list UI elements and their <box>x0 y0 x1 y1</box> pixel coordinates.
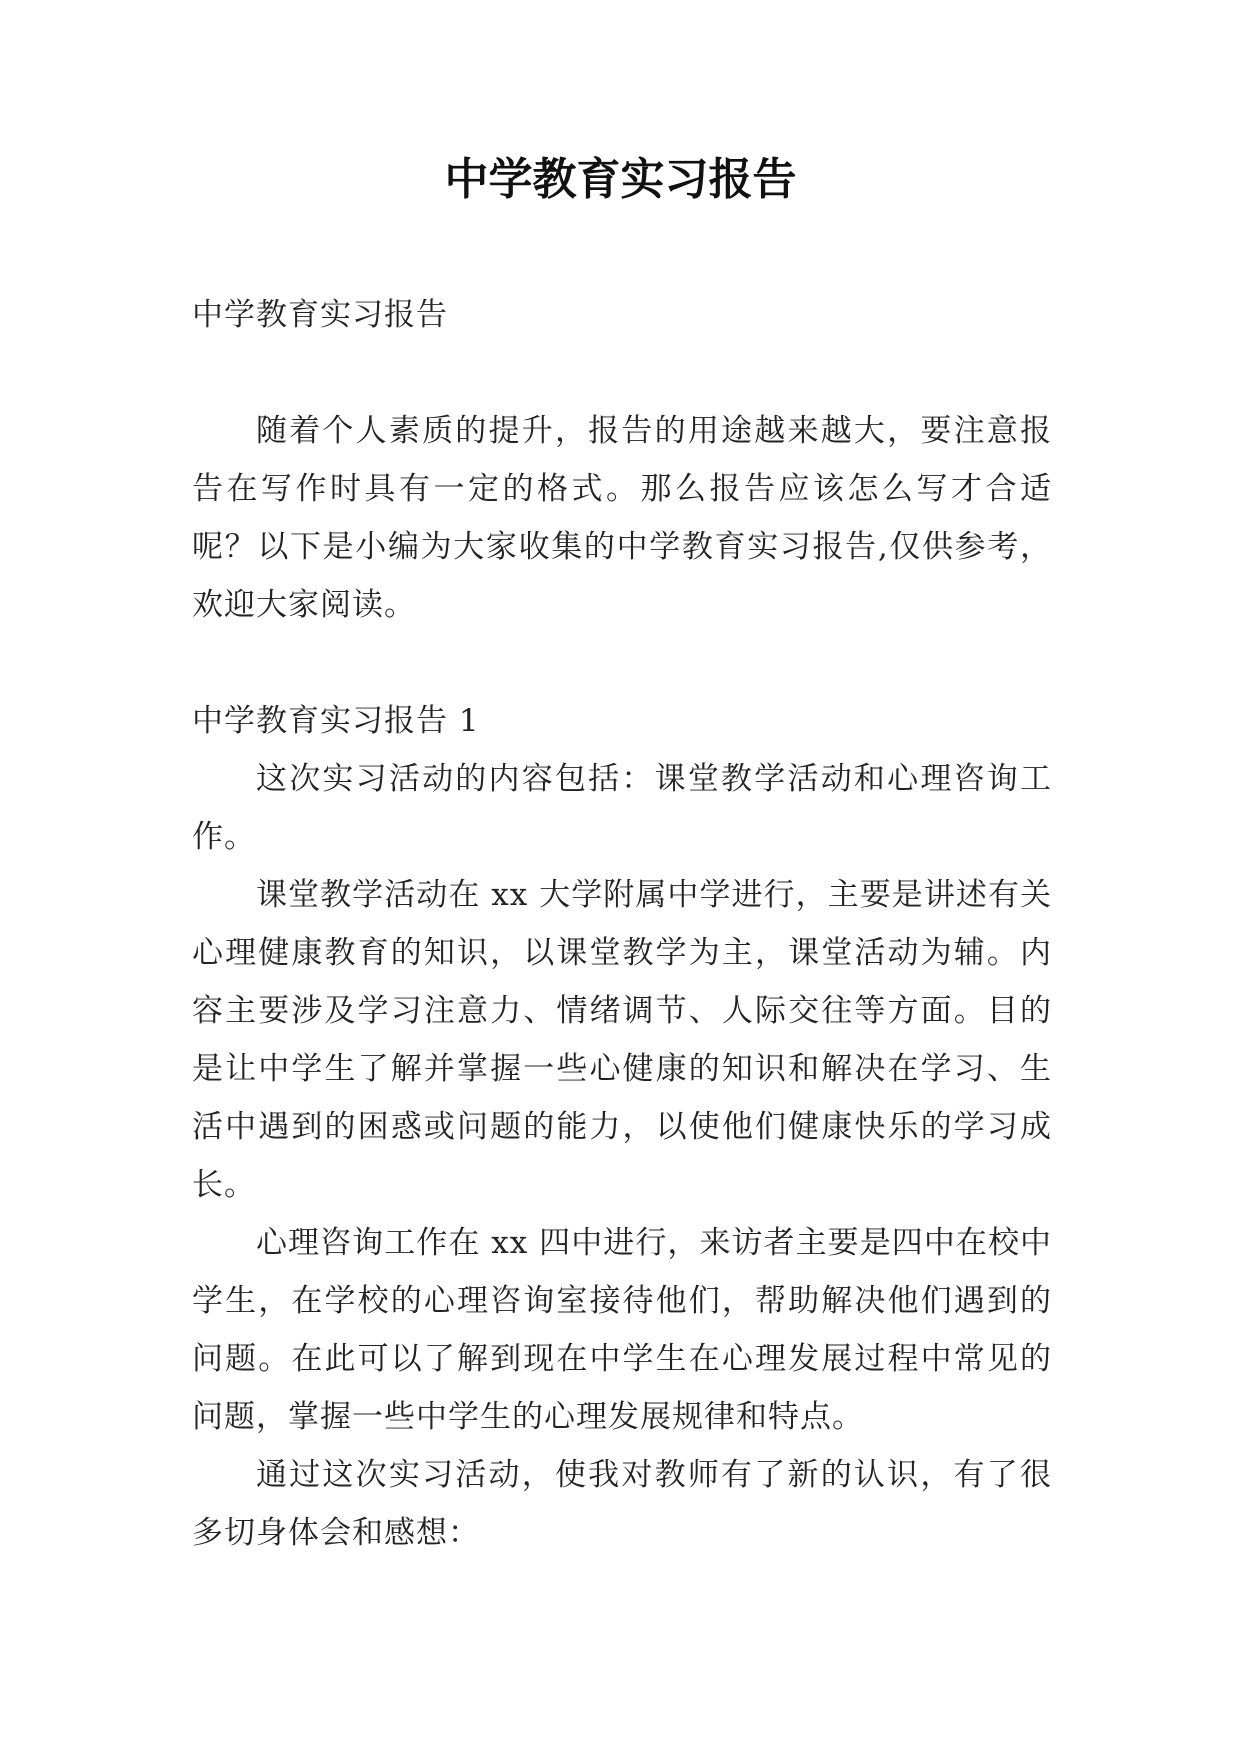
document-body <box>192 286 1052 1562</box>
body-paragraph-4: 通过这次实习活动，使我对教师有了新的认识，有了很多切身体会和感想： <box>192 1457 1052 1551</box>
intro-paragraph: 随着个人素质的提升，报告的用途越来越大，要注意报告在写作时具有一定的格式。那么报告应该怎么写才合适呢？以下是小编为大家收集的中学教育实习报告,仅供参考，欢迎大家阅读。 <box>192 413 1052 623</box>
body-paragraph-3: 心理咨询工作在 xx 四中进行，来访者主要是四中在校中学生，在学校的心理咨询室接待他们，帮助解决他们遇到的问题。在此可以了解到现在中学生在心理发展过程中常见的问题，掌握一些中学生的心理发展规律和特点。 <box>192 1225 1052 1435</box>
body-paragraph-1: 这次实习活动的内容包括：课堂教学活动和心理咨询工作。 <box>192 761 1052 855</box>
document-subtitle: 中学教育实习报告 <box>192 297 448 333</box>
body-paragraph-2: 课堂教学活动在 xx 大学附属中学进行，主要是讲述有关心理健康教育的知识，以课堂教学为主，课堂活动为辅。内容主要涉及学习注意力、情绪调节、人际交往等方面。目的是让中学生了解并掌握一些心健康的知识和解决在学习、生活中遇到的困惑或问题的能力，以使他们健康快乐的学习成长。 <box>192 877 1052 1203</box>
document-title: 中学教育实习报告 <box>444 154 797 205</box>
section-heading-1: 中学教育实习报告 1 <box>192 703 480 739</box>
